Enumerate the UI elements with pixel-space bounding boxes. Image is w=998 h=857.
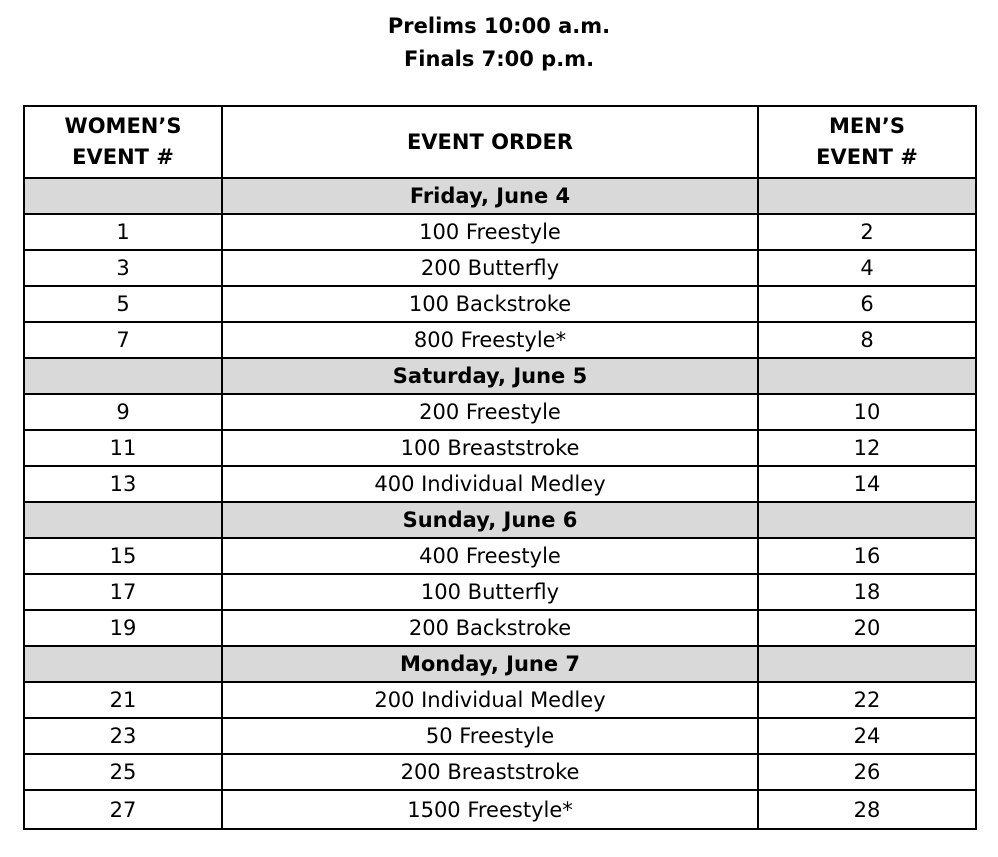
womens-event-number: 5: [24, 286, 222, 322]
event-name: 100 Freestyle: [222, 214, 758, 250]
table-row: [24, 322, 976, 358]
table-row: [24, 610, 976, 646]
mens-event-number: 18: [758, 574, 976, 610]
event-name: 100 Butterfly: [222, 574, 758, 610]
event-name: 100 Backstroke: [222, 286, 758, 322]
finals-time: Finals 7:00 p.m.: [403, 47, 595, 71]
day-cell-empty: [758, 502, 976, 538]
womens-event-number: 19: [24, 610, 222, 646]
event-name: 200 Butterfly: [222, 250, 758, 286]
table-header-row: [24, 106, 976, 178]
womens-event-number: 23: [24, 718, 222, 754]
prelims-time: Prelims 10:00 a.m.: [387, 14, 611, 38]
day-cell-empty: [758, 178, 976, 214]
event-name: 200 Backstroke: [222, 610, 758, 646]
event-order-header: EVENT ORDER: [222, 106, 758, 178]
mens-event-number: 22: [758, 682, 976, 718]
day-label: Sunday, June 6: [222, 502, 758, 538]
womens-event-number: 9: [24, 394, 222, 430]
mens-event-number: 24: [758, 718, 976, 754]
mens-event-number: 8: [758, 322, 976, 358]
womens-event-number: 25: [24, 754, 222, 790]
table-row: [24, 250, 976, 286]
mens-event-number: 4: [758, 250, 976, 286]
table-row: [24, 718, 976, 754]
mens-event-number: 2: [758, 214, 976, 250]
day-row-saturday: [24, 358, 976, 394]
mens-event-number: 16: [758, 538, 976, 574]
day-cell-empty: [24, 358, 222, 394]
event-name: 400 Freestyle: [222, 538, 758, 574]
womens-header-line-2: EVENT #: [72, 145, 174, 169]
mens-event-number: 20: [758, 610, 976, 646]
table-row: [24, 682, 976, 718]
table-row: [24, 790, 976, 829]
event-name: 100 Breaststroke: [222, 430, 758, 466]
day-label: Friday, June 4: [222, 178, 758, 214]
event-name: 50 Freestyle: [222, 718, 758, 754]
day-cell-empty: [24, 178, 222, 214]
mens-event-number: 12: [758, 430, 976, 466]
table-row: [24, 538, 976, 574]
schedule-body: [24, 178, 976, 829]
table-row: [24, 286, 976, 322]
womens-event-number: 15: [24, 538, 222, 574]
day-row-sunday: [24, 502, 976, 538]
womens-event-number: 1: [24, 214, 222, 250]
event-name: 200 Individual Medley: [222, 682, 758, 718]
womens-event-number: 3: [24, 250, 222, 286]
womens-event-number: 21: [24, 682, 222, 718]
mens-event-number: 26: [758, 754, 976, 790]
day-cell-empty: [24, 502, 222, 538]
womens-header-line-1: WOMEN’S: [64, 114, 182, 138]
event-name: 200 Breaststroke: [222, 754, 758, 790]
mens-event-number: 6: [758, 286, 976, 322]
womens-event-number-header: [24, 106, 222, 178]
womens-event-number: 17: [24, 574, 222, 610]
mens-event-number: 28: [758, 790, 976, 829]
day-label: Saturday, June 5: [222, 358, 758, 394]
day-cell-empty: [758, 646, 976, 682]
mens-event-number: 10: [758, 394, 976, 430]
event-order-table: [23, 105, 977, 830]
mens-header-line-2: EVENT #: [816, 145, 918, 169]
session-times-header: [0, 10, 998, 76]
day-cell-empty: [758, 358, 976, 394]
event-name: 1500 Freestyle*: [222, 790, 758, 829]
womens-event-number: 27: [24, 790, 222, 829]
mens-header-line-1: MEN’S: [829, 114, 905, 138]
womens-event-number: 13: [24, 466, 222, 502]
table-row: [24, 574, 976, 610]
mens-event-number: 14: [758, 466, 976, 502]
table-row: [24, 754, 976, 790]
womens-event-number: 7: [24, 322, 222, 358]
event-name: 200 Freestyle: [222, 394, 758, 430]
day-cell-empty: [24, 646, 222, 682]
table-row: [24, 214, 976, 250]
table-row: [24, 466, 976, 502]
table-row: [24, 430, 976, 466]
womens-event-number: 11: [24, 430, 222, 466]
day-row-monday: [24, 646, 976, 682]
day-row-friday: [24, 178, 976, 214]
day-label: Monday, June 7: [222, 646, 758, 682]
table-row: [24, 394, 976, 430]
event-name: 400 Individual Medley: [222, 466, 758, 502]
mens-event-number-header: [758, 106, 976, 178]
event-name: 800 Freestyle*: [222, 322, 758, 358]
